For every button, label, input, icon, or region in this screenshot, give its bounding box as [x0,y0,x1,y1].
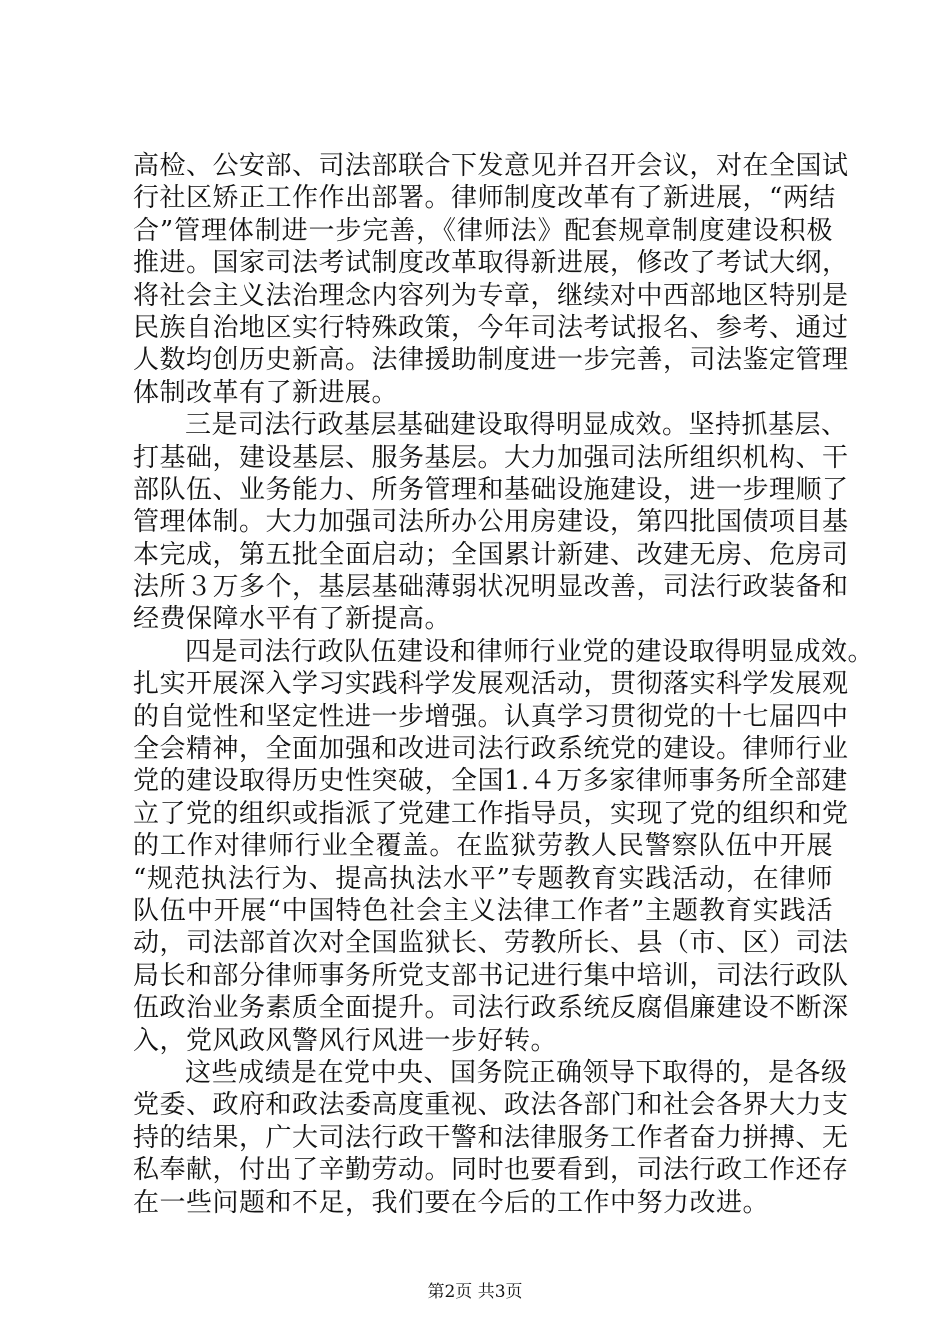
text-line: 合”管理体制进一步完善，《律师法》配套规章制度建设积极 [133,215,833,246]
document-body [133,150,875,1219]
text-line: 持的结果，广大司法行政干警和法律服务工作者奋力拼搏、无 [133,1122,849,1153]
text-line: 在一些问题和不足，我们要在今后的工作中努力改进。 [133,1187,770,1218]
text-line: 高检、公安部、司法部联合下发意见并召开会议，对在全国试 [133,151,849,181]
text-line: 的工作对律师行业全覆盖。在监狱劳教人民警察队伍中开展 [133,831,833,862]
text-line: 伍政治业务素质全面提升。司法行政系统反腐倡廉建设不断深 [133,993,849,1024]
text-line: 法所３万多个，基层基础薄弱状况明显改善，司法行政装备和 [133,572,849,603]
text-line: 管理体制。大力加强司法所办公用房建设，第四批国债项目基 [133,507,849,538]
text-line: 经费保障水平有了新提高。 [133,604,452,635]
text-line: 本完成，第五批全面启动；全国累计新建、改建无房、危房司 [133,539,849,570]
text-line: 民族自治地区实行特殊政策，今年司法考试报名、参考、通过 [133,312,849,343]
text-line: 部队伍、业务能力、所务管理和基础设施建设，进一步理顺了 [133,474,849,505]
text-line: 动，司法部首次对全国监狱长、劳教所长、县（市、区）司法 [133,928,849,959]
text-line: 局长和部分律师事务所党支部书记进行集中培训，司法行政队 [133,960,849,991]
text-line: 党委、政府和政法委高度重视、政法各部门和社会各界大力支 [133,1090,849,1121]
text-line: 扎实开展深入学习实践科学发展观活动，贯彻落实科学发展观 [133,669,849,700]
text-line: 入，党风政风警风行风进一步好转。 [133,1025,558,1056]
paragraph-first-line: 这些成绩是在党中央、国务院正确领导下取得的，是各级 [185,1057,848,1088]
text-line: 推进。国家司法考试制度改革取得新进展，修改了考试大纲， [133,248,849,279]
text-line: 全会精神，全面加强和改进司法行政系统党的建设。律师行业 [133,734,849,765]
text-line: 队伍中开展“中国特色社会主义法律工作者”主题教育实践活 [133,895,833,926]
page-number-footer: 第2页 共3页 [427,1282,523,1302]
text-line: 将社会主义法治理念内容列为专章，继续对中西部地区特别是 [133,280,849,311]
text-line: 的自觉性和坚定性进一步增强。认真学习贯彻党的十七届四中 [133,701,849,732]
paragraph-first-line: 四是司法行政队伍建设和律师行业党的建设取得明显成效。 [185,636,875,667]
paragraph-first-line: 三是司法行政基层基础建设取得明显成效。坚持抓基层、 [185,410,848,441]
text-line: 打基础，建设基层、服务基层。大力加强司法所组织机构、干 [133,442,849,473]
text-line: “规范执法行为、提高执法水平”专题教育实践活动，在律师 [133,863,833,894]
text-line: 体制改革有了新进展。 [133,377,399,408]
text-line: 私奉献，付出了辛勤劳动。同时也要看到，司法行政工作还存 [133,1155,849,1186]
text-line: 党的建设取得历史性突破，全国1.４万多家律师事务所全部建 [133,766,848,797]
text-line: 人数均创历史新高。法律援助制度进一步完善，司法鉴定管理 [133,345,849,376]
text-line: 立了党的组织或指派了党建工作指导员，实现了党的组织和党 [133,798,849,829]
text-line: 行社区矫正工作作出部署。律师制度改革有了新进展，“两结 [133,183,836,214]
